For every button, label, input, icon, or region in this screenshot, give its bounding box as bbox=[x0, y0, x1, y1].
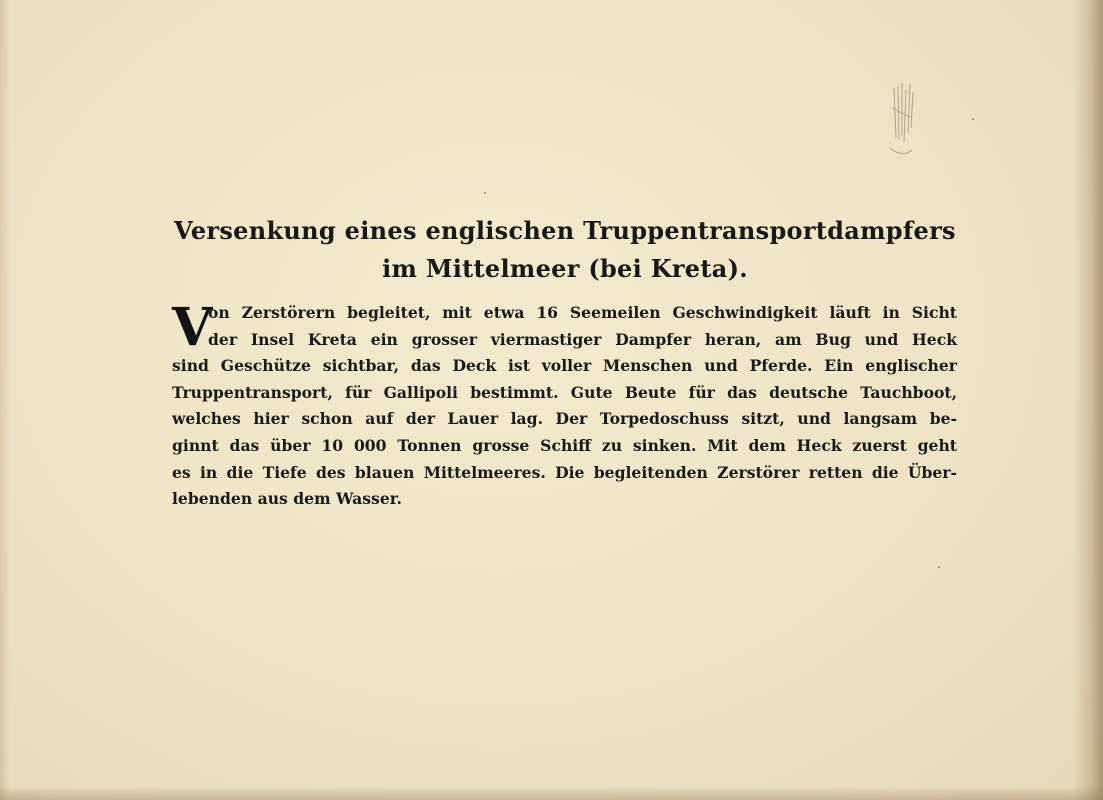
text-line: es in die Tiefe des blauen Mittelmeeres. Die begleitenden Zerstörer retten die Über- bbox=[172, 462, 957, 482]
body-paragraph bbox=[172, 297, 957, 513]
drop-cap-initial: V bbox=[172, 297, 213, 358]
page-title bbox=[150, 212, 980, 288]
text-line: Truppentransport, für Gallipoli bestimmt. Gute Beute für das deutsche Tauchboot, bbox=[172, 382, 957, 402]
page-edge-right bbox=[1073, 0, 1103, 800]
page-edge-left bbox=[0, 0, 10, 800]
text-line: welches hier schon auf der Lauer lag. Der Torpedoschuss sitzt, und langsam be- bbox=[172, 409, 957, 429]
paper-speck bbox=[972, 118, 974, 120]
text-line: der Insel Kreta ein grosser viermastiger Dampfer heran, am Bug und Heck bbox=[208, 329, 957, 349]
paper-speck bbox=[938, 566, 940, 568]
text-line: on Zerstörern begleitet, mit etwa 16 Seemeilen Geschwindigkeit läuft in Sicht bbox=[208, 303, 957, 322]
title-line: im Mittelmeer (bei Kreta). bbox=[382, 254, 748, 283]
pencil-scribble-icon bbox=[882, 78, 922, 168]
text-line: lebenden aus dem Wasser. bbox=[172, 489, 402, 509]
text-line: ginnt das über 10 000 Tonnen grosse Schiff zu sinken. Mit dem Heck zuerst geht bbox=[172, 435, 957, 455]
page-edge-bottom bbox=[0, 786, 1103, 800]
title-line: Versenkung eines englischen Truppentransportdampfers bbox=[174, 216, 956, 245]
text-line: sind Geschütze sichtbar, das Deck ist voller Menschen und Pferde. Ein englischer bbox=[172, 356, 957, 376]
paper-speck bbox=[484, 192, 486, 194]
